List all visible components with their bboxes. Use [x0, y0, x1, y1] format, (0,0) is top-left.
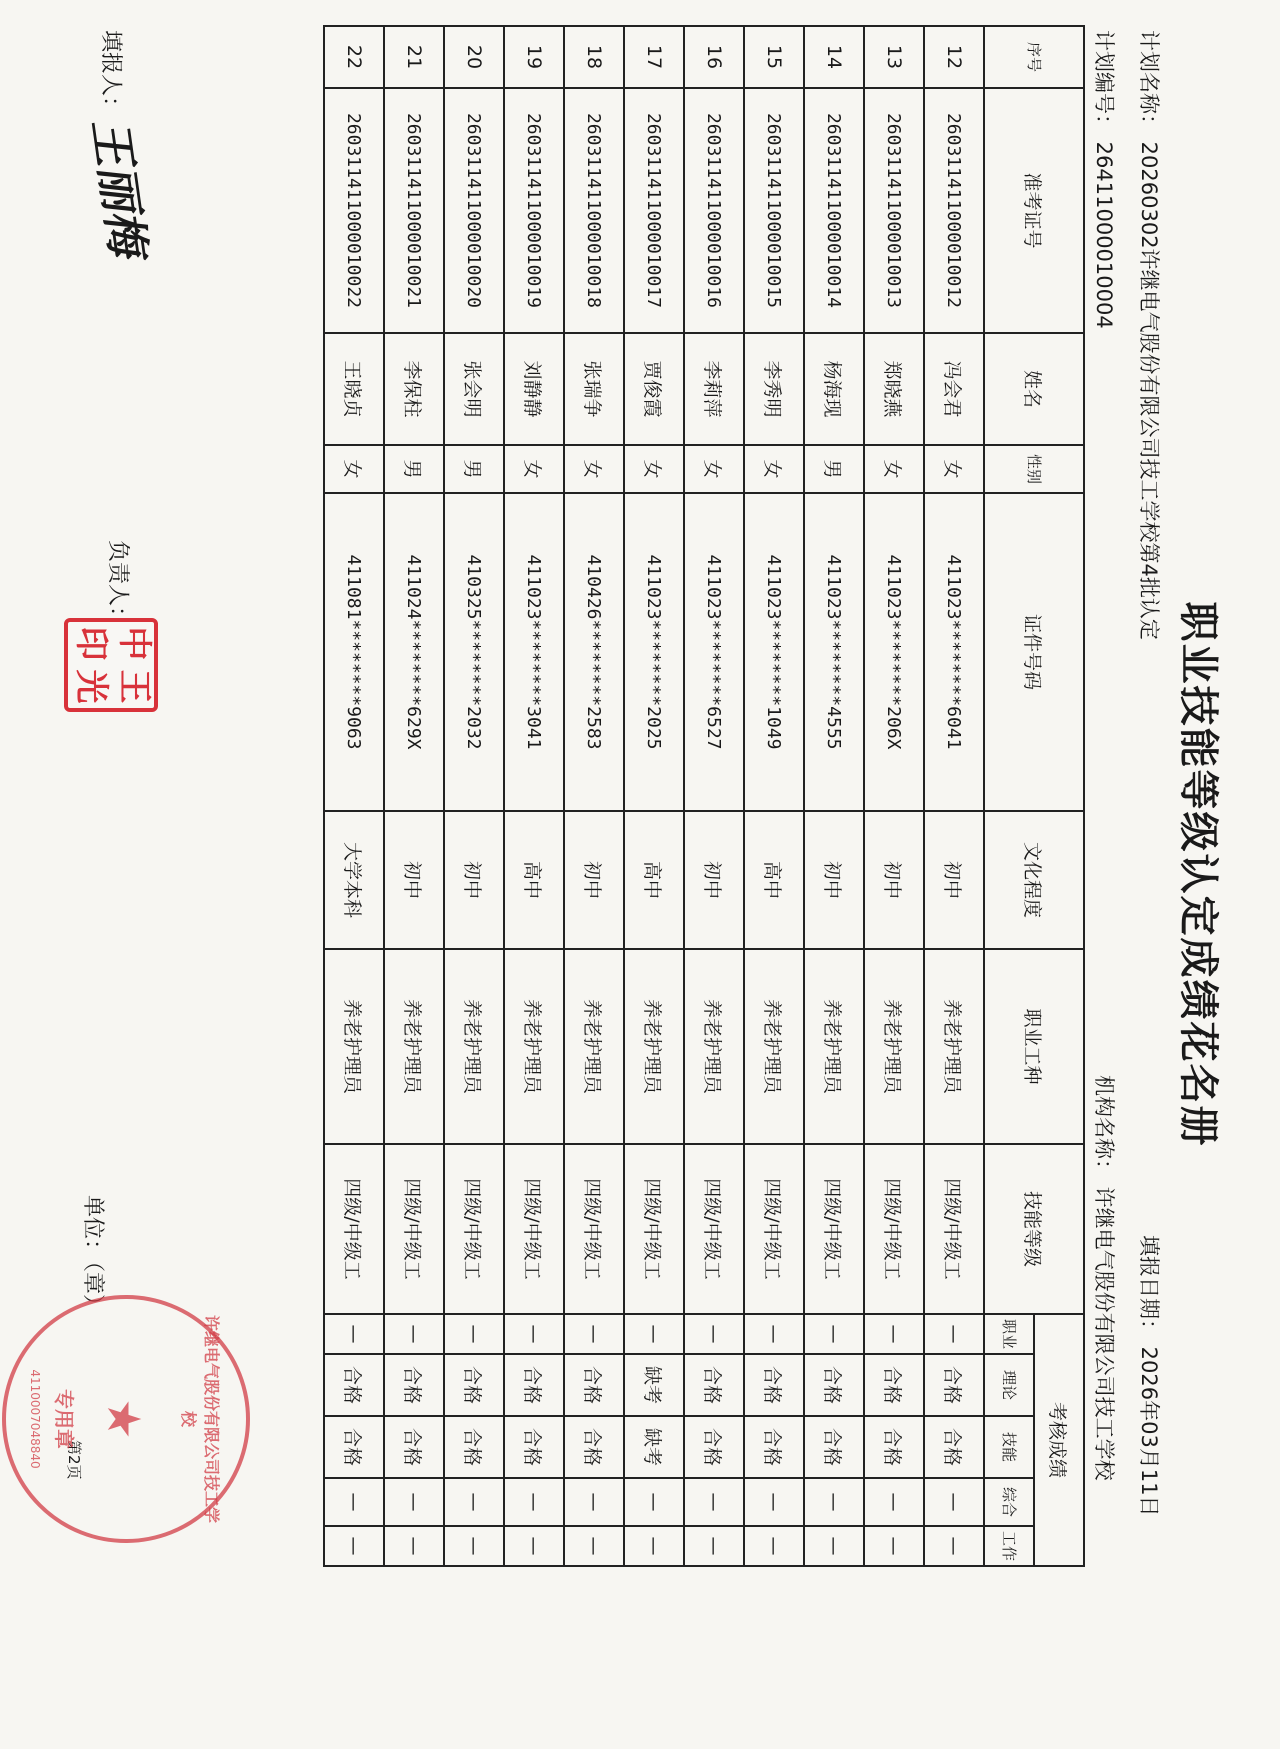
- cell-id: 411023********3041: [504, 493, 564, 811]
- cell-work: —: [744, 1526, 804, 1566]
- cell-skill: 合格: [444, 1416, 504, 1478]
- cell-name: 刘静静: [504, 333, 564, 445]
- cell-job: 养老护理员: [384, 949, 444, 1144]
- cell-edu: 高中: [744, 811, 804, 949]
- cell-name: 贾俊霞: [624, 333, 684, 445]
- cell-gender: 男: [804, 445, 864, 493]
- cell-seq: 13: [864, 26, 924, 88]
- leader-label: 负责人：: [105, 540, 130, 629]
- table-row: [744, 26, 804, 1566]
- cell-work: —: [564, 1526, 624, 1566]
- cell-name: 张会明: [444, 333, 504, 445]
- cell-level: 四级/中级工: [864, 1144, 924, 1314]
- header-level: 技能等级: [984, 1144, 1084, 1314]
- plan-name: 计划名称： 20260302许继电气股份有限公司技工学校第4批认定: [1137, 30, 1161, 640]
- cell-ticket: 260311411000010022: [324, 88, 384, 333]
- table-row: [684, 26, 744, 1566]
- cell-skill: 合格: [684, 1416, 744, 1478]
- cell-overall: —: [804, 1478, 864, 1526]
- cell-career: —: [684, 1314, 744, 1354]
- cell-skill: 合格: [384, 1416, 444, 1478]
- table-row: [384, 26, 444, 1566]
- cell-work: —: [384, 1526, 444, 1566]
- cell-name: 李秀明: [744, 333, 804, 445]
- cell-overall: —: [864, 1478, 924, 1526]
- header-seq: 序号: [984, 26, 1084, 88]
- unit-label: 单位：（章）: [80, 1195, 105, 1317]
- cell-overall: —: [744, 1478, 804, 1526]
- cell-theory: 合格: [804, 1354, 864, 1416]
- cell-skill: 合格: [324, 1416, 384, 1478]
- cell-name: 郑晓燕: [864, 333, 924, 445]
- cell-gender: 女: [684, 445, 744, 493]
- leader-seal: 中 王 印 光: [64, 618, 158, 712]
- cell-theory: 合格: [744, 1354, 804, 1416]
- cell-gender: 女: [744, 445, 804, 493]
- cell-skill: 合格: [744, 1416, 804, 1478]
- cell-seq: 19: [504, 26, 564, 88]
- cell-id: 411023********4555: [804, 493, 864, 811]
- cell-seq: 20: [444, 26, 504, 88]
- cell-ticket: 260311411000010016: [684, 88, 744, 333]
- cell-ticket: 260311411000010019: [504, 88, 564, 333]
- cell-job: 养老护理员: [864, 949, 924, 1144]
- plan-number: 计划编号： 26411000010004: [1092, 30, 1116, 329]
- cell-job: 养老护理员: [804, 949, 864, 1144]
- header-result-group: 考核成绩: [1034, 1314, 1084, 1566]
- cell-name: 冯会君: [924, 333, 984, 445]
- table-row: [924, 26, 984, 1566]
- cell-overall: —: [624, 1478, 684, 1526]
- cell-seq: 12: [924, 26, 984, 88]
- cell-level: 四级/中级工: [804, 1144, 864, 1314]
- filler-signature: 王丽梅: [82, 115, 156, 260]
- cell-gender: 女: [864, 445, 924, 493]
- cell-level: 四级/中级工: [324, 1144, 384, 1314]
- table-row: [504, 26, 564, 1566]
- cell-ticket: 260311411000010018: [564, 88, 624, 333]
- cell-theory: 合格: [864, 1354, 924, 1416]
- cell-skill: 合格: [804, 1416, 864, 1478]
- cell-gender: 女: [324, 445, 384, 493]
- cell-edu: 初中: [864, 811, 924, 949]
- header-theory: 理论: [984, 1354, 1034, 1416]
- cell-overall: —: [504, 1478, 564, 1526]
- cell-id: 411024********629X: [384, 493, 444, 811]
- cell-gender: 男: [384, 445, 444, 493]
- header-edu: 文化程度: [984, 811, 1084, 949]
- cell-edu: 高中: [504, 811, 564, 949]
- cell-career: —: [924, 1314, 984, 1354]
- cell-edu: 初中: [384, 811, 444, 949]
- fill-date: 填报日期： 2026年03月11日: [1137, 1235, 1161, 1517]
- cell-theory: 缺考: [624, 1354, 684, 1416]
- cell-level: 四级/中级工: [924, 1144, 984, 1314]
- cell-theory: 合格: [564, 1354, 624, 1416]
- cell-seq: 18: [564, 26, 624, 88]
- cell-ticket: 260311411000010014: [804, 88, 864, 333]
- cell-name: 李莉萍: [684, 333, 744, 445]
- header-ticket: 准考证号: [984, 88, 1084, 333]
- table-row: [804, 26, 864, 1566]
- cell-edu: 初中: [684, 811, 744, 949]
- cell-theory: 合格: [924, 1354, 984, 1416]
- cell-job: 养老护理员: [564, 949, 624, 1144]
- cell-ticket: 260311411000010017: [624, 88, 684, 333]
- cell-theory: 合格: [504, 1354, 564, 1416]
- cell-work: —: [804, 1526, 864, 1566]
- cell-work: —: [504, 1526, 564, 1566]
- cell-job: 养老护理员: [924, 949, 984, 1144]
- cell-career: —: [864, 1314, 924, 1354]
- table-row: [444, 26, 504, 1566]
- cell-skill: 合格: [864, 1416, 924, 1478]
- cell-career: —: [384, 1314, 444, 1354]
- cell-id: 411023********6041: [924, 493, 984, 811]
- cell-career: —: [504, 1314, 564, 1354]
- official-seal: 许继电气股份有限公司技工学校 ★ 专用章 4110007048840: [2, 1295, 250, 1543]
- cell-seq: 14: [804, 26, 864, 88]
- cell-job: 养老护理员: [504, 949, 564, 1144]
- cell-work: —: [624, 1526, 684, 1566]
- cell-ticket: 260311411000010013: [864, 88, 924, 333]
- cell-level: 四级/中级工: [384, 1144, 444, 1314]
- cell-edu: 初中: [804, 811, 864, 949]
- cell-skill: 合格: [924, 1416, 984, 1478]
- header-skill: 技能: [984, 1416, 1034, 1478]
- cell-id: 411023********6527: [684, 493, 744, 811]
- results-table: [323, 25, 1085, 1567]
- cell-seq: 21: [384, 26, 444, 88]
- cell-seq: 22: [324, 26, 384, 88]
- filler-label: 填报人：: [98, 30, 123, 119]
- cell-level: 四级/中级工: [504, 1144, 564, 1314]
- cell-level: 四级/中级工: [684, 1144, 744, 1314]
- cell-overall: —: [564, 1478, 624, 1526]
- table-row: [324, 26, 384, 1566]
- cell-theory: 合格: [684, 1354, 744, 1416]
- cell-gender: 男: [444, 445, 504, 493]
- table-body: [324, 26, 984, 1566]
- cell-name: 王晓贞: [324, 333, 384, 445]
- cell-edu: 大学本科: [324, 811, 384, 949]
- header-overall: 综合: [984, 1478, 1034, 1526]
- cell-gender: 女: [564, 445, 624, 493]
- cell-gender: 女: [504, 445, 564, 493]
- cell-job: 养老护理员: [684, 949, 744, 1144]
- cell-name: 李保柱: [384, 333, 444, 445]
- cell-work: —: [924, 1526, 984, 1566]
- cell-job: 养老护理员: [744, 949, 804, 1144]
- cell-overall: —: [384, 1478, 444, 1526]
- cell-gender: 女: [624, 445, 684, 493]
- header-gender: 性别: [984, 445, 1084, 493]
- cell-name: 张瑞争: [564, 333, 624, 445]
- cell-theory: 合格: [444, 1354, 504, 1416]
- header-work: 工作: [984, 1526, 1034, 1566]
- header-name: 姓名: [984, 333, 1084, 445]
- cell-career: —: [624, 1314, 684, 1354]
- cell-name: 杨海现: [804, 333, 864, 445]
- page-number: 第2页: [65, 1440, 83, 1480]
- cell-overall: —: [324, 1478, 384, 1526]
- cell-gender: 女: [924, 445, 984, 493]
- cell-overall: —: [444, 1478, 504, 1526]
- table-row: [564, 26, 624, 1566]
- cell-id: 411081********9063: [324, 493, 384, 811]
- cell-skill: 合格: [564, 1416, 624, 1478]
- cell-theory: 合格: [324, 1354, 384, 1416]
- cell-career: —: [564, 1314, 624, 1354]
- table-row: [624, 26, 684, 1566]
- cell-id: 411023********2025: [624, 493, 684, 811]
- cell-job: 养老护理员: [324, 949, 384, 1144]
- table-row: [864, 26, 924, 1566]
- cell-career: —: [804, 1314, 864, 1354]
- org-name: 机构名称： 许继电气股份有限公司技工学校: [1092, 1075, 1116, 1481]
- cell-work: —: [324, 1526, 384, 1566]
- cell-career: —: [444, 1314, 504, 1354]
- cell-overall: —: [684, 1478, 744, 1526]
- cell-ticket: 260311411000010021: [384, 88, 444, 333]
- cell-edu: 高中: [624, 811, 684, 949]
- cell-ticket: 260311411000010012: [924, 88, 984, 333]
- cell-job: 养老护理员: [444, 949, 504, 1144]
- cell-edu: 初中: [564, 811, 624, 949]
- star-icon: ★: [97, 1398, 151, 1440]
- cell-skill: 缺考: [624, 1416, 684, 1478]
- cell-seq: 16: [684, 26, 744, 88]
- cell-overall: —: [924, 1478, 984, 1526]
- cell-career: —: [744, 1314, 804, 1354]
- header-id: 证件号码: [984, 493, 1084, 811]
- cell-work: —: [684, 1526, 744, 1566]
- cell-skill: 合格: [504, 1416, 564, 1478]
- cell-id: 410426********2583: [564, 493, 624, 811]
- cell-edu: 初中: [444, 811, 504, 949]
- page-title: 职业技能等级认定成绩花名册: [1175, 601, 1221, 1148]
- cell-ticket: 260311411000010020: [444, 88, 504, 333]
- cell-work: —: [864, 1526, 924, 1566]
- cell-career: —: [324, 1314, 384, 1354]
- cell-id: 411023********1049: [744, 493, 804, 811]
- cell-level: 四级/中级工: [744, 1144, 804, 1314]
- cell-work: —: [444, 1526, 504, 1566]
- header-career: 职业: [984, 1314, 1034, 1354]
- cell-id: 411023********206X: [864, 493, 924, 811]
- cell-theory: 合格: [384, 1354, 444, 1416]
- cell-level: 四级/中级工: [444, 1144, 504, 1314]
- cell-ticket: 260311411000010015: [744, 88, 804, 333]
- cell-job: 养老护理员: [624, 949, 684, 1144]
- cell-level: 四级/中级工: [564, 1144, 624, 1314]
- cell-seq: 17: [624, 26, 684, 88]
- cell-id: 410325********2032: [444, 493, 504, 811]
- cell-level: 四级/中级工: [624, 1144, 684, 1314]
- cell-seq: 15: [744, 26, 804, 88]
- header-job: 职业工种: [984, 949, 1084, 1144]
- cell-edu: 初中: [924, 811, 984, 949]
